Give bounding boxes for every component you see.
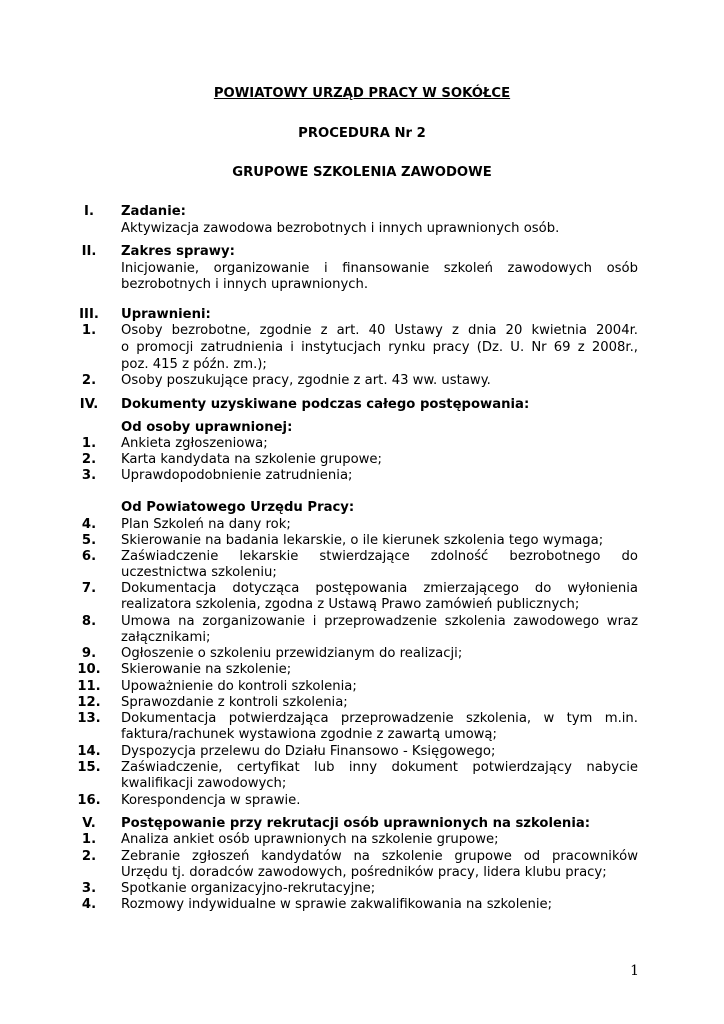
procedure-title: GRUPOWE SZKOLENIA ZAWODOWE — [232, 165, 492, 180]
item-number: 9. — [81, 646, 97, 661]
page-number: 1 — [630, 963, 639, 979]
section-text-line: Inicjowanie, organizowanie i finansowanie szkoleń zawodowych osób — [121, 261, 638, 276]
list-item — [0, 694, 724, 711]
section-II-text — [0, 276, 724, 293]
list-item — [0, 435, 724, 452]
list-item-continuation — [0, 596, 724, 613]
list-item — [0, 792, 724, 809]
item-number: 10. — [77, 662, 101, 677]
item-text-line: Karta kandydata na szkolenie grupowe; — [121, 452, 382, 467]
list-item-continuation — [0, 564, 724, 581]
list-item-continuation — [0, 726, 724, 743]
item-text-line: Ogłoszenie o szkoleniu przewidzianym do realizacji; — [121, 646, 463, 661]
item-number: 3. — [81, 468, 97, 483]
item-text-line: Dyspozycja przelewu do Działu Finansowo - Księgowego; — [121, 744, 496, 759]
item-text-line: faktura/rachunek wystawiona zgodnie z zawartą umową; — [121, 727, 497, 742]
item-text-line: Ankieta zgłoszeniowa; — [121, 436, 268, 451]
section-number: I. — [84, 204, 94, 219]
office-title: POWIATOWY URZĄD PRACY W SOKÓŁCE — [213, 86, 511, 101]
item-text-line: o promocji zatrudnienia i instytucjach rynku pracy (Dz. U. Nr 69 z 2008r., — [121, 340, 638, 355]
item-text-line: Zebranie zgłoszeń kandydatów na szkolenie grupowe od pracowników — [121, 849, 638, 864]
list-item — [0, 759, 724, 776]
subheading-text: Od Powiatowego Urzędu Pracy: — [121, 500, 355, 515]
item-text-line: Umowa na zorganizowanie i przeprowadzenie szkolenia zawodowego wraz — [121, 614, 638, 629]
item-number: 16. — [77, 793, 101, 808]
item-text-line: Zaświadczenie, certyfikat lub inny dokument potwierdzający nabycie — [121, 760, 638, 775]
section-II-heading — [0, 243, 724, 260]
list-item — [0, 896, 724, 913]
item-text-line: Plan Szkoleń na dany rok; — [121, 517, 291, 532]
item-number: 2. — [81, 849, 97, 864]
section-IV-heading — [0, 396, 724, 413]
section-I-heading — [0, 203, 724, 220]
list-item — [0, 831, 724, 848]
item-number: 11. — [77, 679, 101, 694]
item-number: 15. — [77, 760, 101, 775]
list-item — [0, 580, 724, 597]
list-item — [0, 372, 724, 389]
subheading — [0, 419, 724, 436]
item-number: 3. — [81, 881, 97, 896]
list-item — [0, 613, 724, 630]
item-number: 2. — [81, 373, 97, 388]
list-item — [0, 322, 724, 339]
item-text-line: Urzędu tj. doradców zawodowych, pośredników pracy, lidera klubu pracy; — [121, 865, 607, 880]
item-number: 14. — [77, 744, 101, 759]
item-text-line: Upoważnienie do kontroli szkolenia; — [121, 679, 357, 694]
section-text-line: Aktywizacja zawodowa bezrobotnych i innych uprawnionych osób. — [121, 221, 560, 236]
item-text-line: Dokumentacja dotycząca postępowania zmierzającego do wyłonienia — [121, 581, 638, 596]
item-text-line: Korespondencja w sprawie. — [121, 793, 301, 808]
list-item — [0, 516, 724, 533]
item-text-line: realizatora szkolenia, zgodna z Ustawą Prawo zamówień publicznych; — [121, 597, 580, 612]
item-text-line: Zaświadczenie lekarskie stwierdzające zdolność bezrobotnego do — [121, 549, 638, 564]
section-heading: Dokumenty uzyskiwane podczas całego postępowania: — [121, 397, 530, 412]
section-III-heading — [0, 306, 724, 323]
procedure-number: PROCEDURA Nr 2 — [298, 126, 426, 141]
subheading — [0, 499, 724, 516]
section-V-heading — [0, 815, 724, 832]
list-item — [0, 678, 724, 695]
item-number: 12. — [77, 695, 101, 710]
item-text-line: załącznikami; — [121, 630, 211, 645]
item-number: 1. — [81, 436, 97, 451]
item-number: 2. — [81, 452, 97, 467]
section-number: III. — [79, 307, 99, 322]
item-number: 5. — [81, 533, 97, 548]
item-text-line: Spotkanie organizacyjno-rekrutacyjne; — [121, 881, 376, 896]
section-I-text — [0, 220, 724, 237]
list-item — [0, 661, 724, 678]
item-text-line: poz. 415 z późn. zm.); — [121, 357, 267, 372]
item-number: 13. — [77, 711, 101, 726]
section-number: V. — [82, 816, 96, 831]
list-item-continuation — [0, 864, 724, 881]
section-heading: Uprawnieni: — [121, 307, 211, 322]
item-number: 6. — [81, 549, 97, 564]
section-heading: Zadanie: — [121, 204, 186, 219]
section-heading: Zakres sprawy: — [121, 244, 235, 259]
section-number: IV. — [79, 397, 99, 412]
item-text-line: uczestnictwa szkoleniu; — [121, 565, 277, 580]
item-text-line: Sprawozdanie z kontroli szkolenia; — [121, 695, 348, 710]
list-item — [0, 880, 724, 897]
subheading-text: Od osoby uprawnionej: — [121, 420, 293, 435]
item-number: 7. — [81, 581, 97, 596]
item-number: 8. — [81, 614, 97, 629]
item-text-line: kwalifikacji zawodowych; — [121, 776, 287, 791]
list-item-continuation — [0, 775, 724, 792]
item-text-line: Analiza ankiet osób uprawnionych na szkolenie grupowe; — [121, 832, 499, 847]
item-number: 1. — [81, 832, 97, 847]
item-number: 1. — [81, 323, 97, 338]
section-text-line: bezrobotnych i innych uprawnionych. — [121, 277, 369, 292]
list-item-continuation — [0, 356, 724, 373]
list-item — [0, 548, 724, 565]
list-item — [0, 743, 724, 760]
item-number: 4. — [81, 897, 97, 912]
list-item — [0, 532, 724, 549]
list-item — [0, 467, 724, 484]
list-item — [0, 451, 724, 468]
item-text-line: Osoby bezrobotne, zgodnie z art. 40 Ustawy z dnia 20 kwietnia 2004r. — [121, 323, 638, 338]
list-item-continuation — [0, 339, 724, 356]
list-item — [0, 710, 724, 727]
item-text-line: Osoby poszukujące pracy, zgodnie z art. 43 ww. ustawy. — [121, 373, 491, 388]
item-text-line: Dokumentacja potwierdzająca przeprowadzenie szkolenia, w tym m.in. — [121, 711, 638, 726]
section-heading: Postępowanie przy rekrutacji osób uprawnionych na szkolenia: — [121, 816, 591, 831]
item-text-line: Uprawdopodobnienie zatrudnienia; — [121, 468, 353, 483]
item-text-line: Skierowanie na szkolenie; — [121, 662, 292, 677]
list-item — [0, 645, 724, 662]
item-text-line: Rozmowy indywidualne w sprawie zakwalifikowania na szkolenie; — [121, 897, 553, 912]
list-item — [0, 848, 724, 865]
section-II-text — [0, 260, 724, 277]
item-text-line: Skierowanie na badania lekarskie, o ile kierunek szkolenia tego wymaga; — [121, 533, 604, 548]
item-number: 4. — [81, 517, 97, 532]
list-item-continuation — [0, 629, 724, 646]
section-number: II. — [81, 244, 97, 259]
